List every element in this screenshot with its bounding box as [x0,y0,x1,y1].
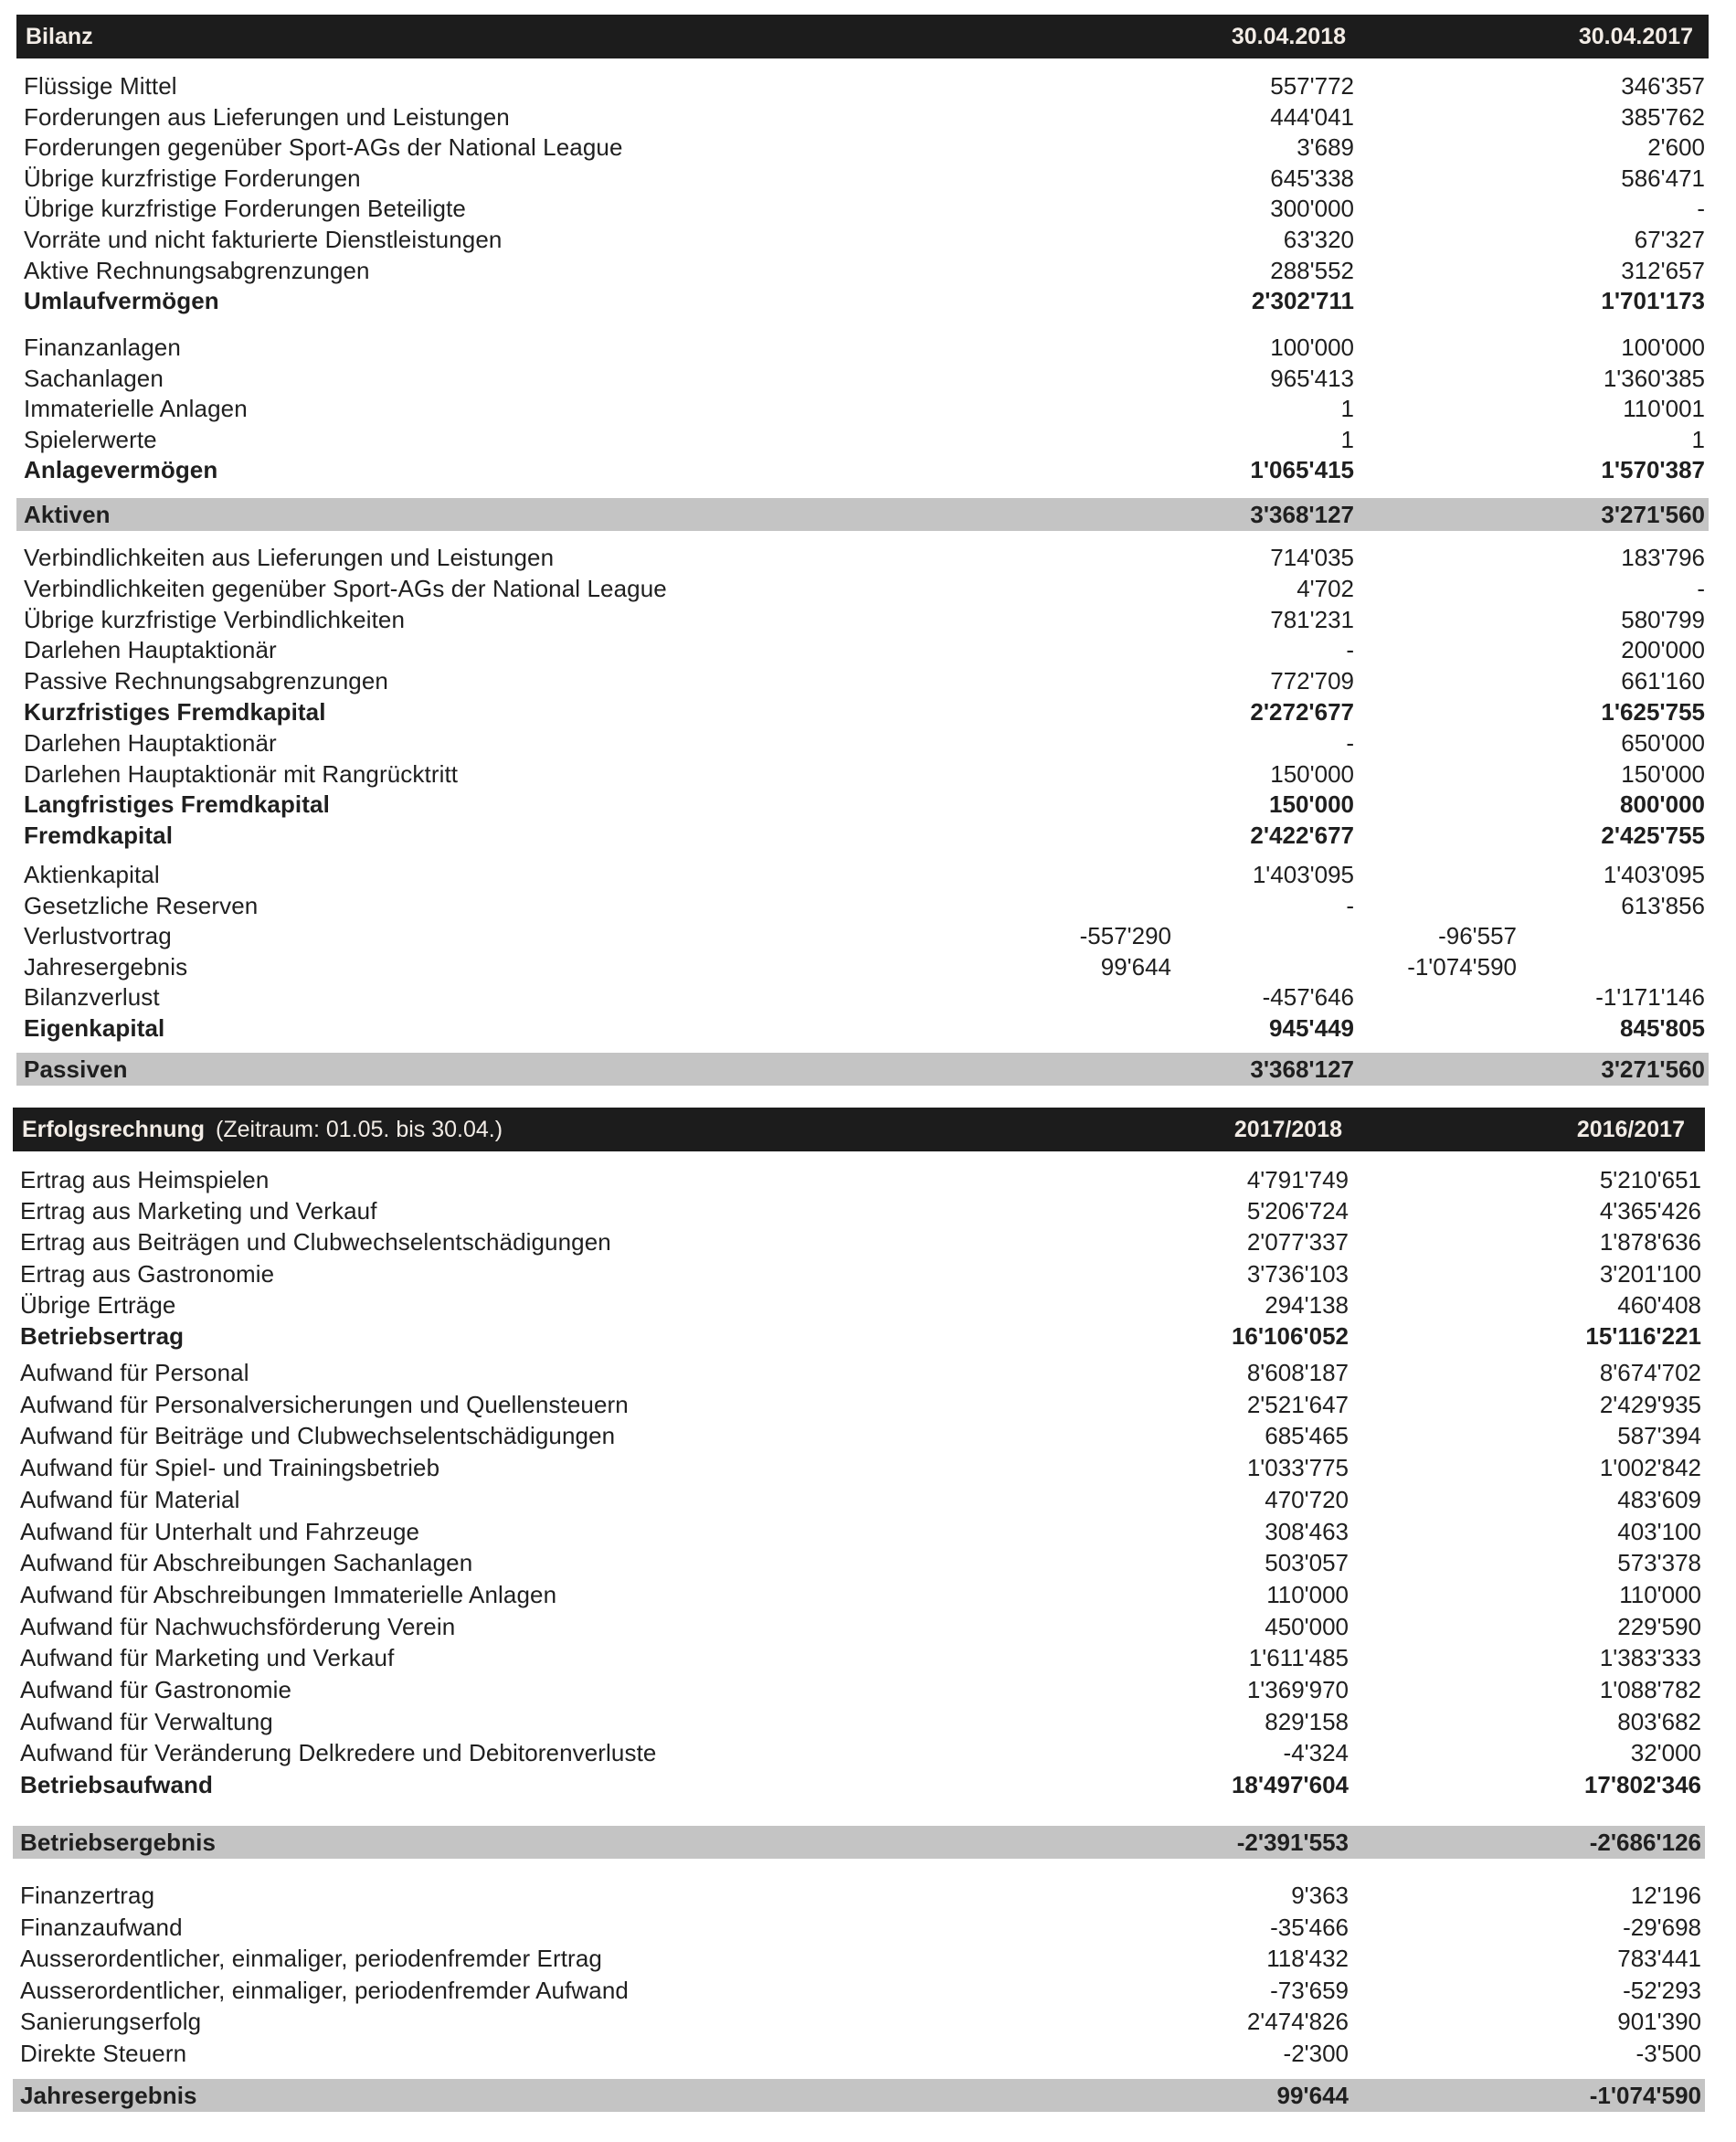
value-v1: 1'611'485 [1248,1644,1349,1672]
value-v2: -1'171'146 [1595,983,1705,1012]
value-v2: -3'500 [1635,2039,1701,2067]
value-v2: 901'390 [1617,2008,1701,2035]
table-row [16,574,1709,604]
value-v1: 63'320 [1283,226,1354,253]
table-row [13,1517,1705,1547]
value-s2: -1'074'590 [1407,952,1517,981]
table-row [13,1390,1705,1420]
value-v1: 714'035 [1270,544,1354,571]
row-label: Umlaufvermögen [24,287,219,315]
row-label: Aufwand für Veränderung Delkredere und Debitorenverluste [20,1739,657,1767]
row-label: Aufwand für Abschreibungen Sachanlagen [20,1549,473,1577]
row-label: Ertrag aus Marketing und Verkauf [20,1197,377,1225]
value-v1: 3'368'127 [1250,501,1354,528]
row-label: Ertrag aus Beiträgen und Clubwechselentschädigungen [20,1228,611,1257]
table-row [13,1358,1705,1388]
row-label: Sachanlagen [24,364,164,392]
bilanz-header [16,15,1709,58]
value-v2: 12'196 [1630,1882,1701,1909]
value-v2: -52'293 [1623,1976,1701,2004]
value-v1: 781'231 [1270,605,1354,633]
table-row [13,1738,1705,1768]
table-row [13,1913,1705,1943]
table-row [13,1707,1705,1737]
table-row [13,1227,1705,1257]
value-v2: 2'429'935 [1599,1390,1701,1418]
table-row [16,364,1709,394]
table-row [16,635,1709,665]
row-label: Übrige kurzfristige Verbindlichkeiten [24,605,406,633]
value-v1: -457'646 [1262,983,1354,1012]
value-v2: 613'856 [1621,891,1705,919]
row-label: Betriebsaufwand [20,1771,213,1799]
row-label: Finanzertrag [20,1882,155,1909]
value-v1: 150'000 [1270,759,1354,788]
value-v2: -1'074'590 [1589,2082,1701,2109]
row-label: Aufwand für Beiträge und Clubwechselentschädigungen [20,1422,616,1450]
value-v2: 1'088'782 [1599,1676,1701,1703]
value-v1: 3'689 [1297,133,1354,162]
table-row [16,164,1709,194]
value-v2: 403'100 [1617,1517,1701,1545]
row-label: Anlagevermögen [24,456,218,484]
subtotal-row [16,821,1709,851]
value-v1: 4'791'749 [1246,1166,1349,1193]
table-row [16,921,1709,951]
table-row [16,71,1709,101]
row-label: Aufwand für Marketing und Verkauf [20,1644,395,1672]
erfolgsrechnung-title: Erfolgsrechnung [22,1117,206,1142]
value-v1: 5'206'724 [1246,1197,1349,1225]
value-v2: 845'805 [1620,1014,1705,1042]
table-row [13,2039,1705,2069]
value-v1: 99'644 [1276,2082,1349,2109]
table-row [13,1548,1705,1578]
value-v1: 444'041 [1270,102,1354,131]
value-v2: 587'394 [1617,1422,1701,1450]
value-v2: 1'701'173 [1601,287,1705,315]
row-label: Darlehen Hauptaktionär mit Rangrücktritt [24,759,459,788]
table-row [13,1944,1705,1974]
table-row [16,425,1709,455]
value-v1: - [1346,636,1354,664]
table-row [13,1643,1705,1673]
value-v1: - [1346,891,1354,919]
value-v2: 200'000 [1621,636,1705,664]
value-v1: -2'300 [1283,2039,1349,2067]
value-v2: 67'327 [1634,226,1705,253]
value-v2: 460'408 [1617,1290,1701,1319]
row-label: Aufwand für Verwaltung [20,1707,273,1735]
erfolgsrechnung-header [13,1108,1705,1151]
value-v1: 829'158 [1265,1707,1349,1735]
value-v1: 18'497'604 [1231,1771,1349,1799]
table-row [13,2007,1705,2037]
row-label: Ertrag aus Gastronomie [20,1259,275,1288]
row-label: Finanzanlagen [24,334,181,361]
row-label: Darlehen Hauptaktionär [24,728,277,757]
table-row [16,394,1709,424]
row-label: Aufwand für Gastronomie [20,1676,292,1703]
value-v2: 32'000 [1630,1739,1701,1767]
total-row [16,1053,1709,1086]
row-label: Spielerwerte [24,425,157,453]
table-row [16,194,1709,224]
total-row [16,498,1709,531]
value-v1: -73'659 [1270,1976,1349,2004]
table-row [16,759,1709,790]
value-v1: 645'338 [1270,164,1354,192]
row-label: Darlehen Hauptaktionär [24,636,277,664]
value-v1: 294'138 [1265,1290,1349,1319]
table-row [13,1196,1705,1226]
value-v2: 110'000 [1619,1580,1701,1608]
value-v1: 1'065'415 [1250,456,1354,484]
value-v1: 772'709 [1270,667,1354,695]
value-v1: 685'465 [1265,1422,1349,1450]
row-label: Gesetzliche Reserven [24,891,259,919]
value-v2: 800'000 [1620,790,1705,819]
row-label: Aktienkapital [24,861,160,888]
erfolgsrechnung-subtitle: (Zeitraum: 01.05. bis 30.04.) [216,1117,503,1142]
value-s1: -557'290 [1079,922,1171,950]
value-v1: 4'702 [1297,574,1354,602]
total-row [13,2079,1705,2112]
row-label: Kurzfristiges Fremdkapital [24,698,326,726]
row-label: Sanierungserfolg [20,2008,202,2035]
value-v1: 9'363 [1291,1882,1349,1909]
total-row [13,1826,1705,1859]
value-v2: 650'000 [1621,728,1705,757]
bilanz-col2-header: 30.04.2017 [1578,24,1693,49]
value-v2: 661'160 [1621,667,1705,695]
value-v2: 183'796 [1621,544,1705,571]
value-v1: 2'302'711 [1251,287,1354,315]
table-row [13,1453,1705,1483]
table-row [13,1881,1705,1911]
value-v1: 965'413 [1270,364,1354,392]
table-row [13,1485,1705,1515]
value-v1: 118'432 [1266,1945,1349,1972]
row-label: Übrige kurzfristige Forderungen [24,164,361,192]
row-label: Forderungen aus Lieferungen und Leistungen [24,102,510,131]
table-row [13,1290,1705,1320]
value-v1: 2'521'647 [1246,1390,1349,1418]
bilanz-title: Bilanz [26,24,93,49]
value-v2: 150'000 [1621,759,1705,788]
table-row [13,1421,1705,1451]
value-v2: 17'802'346 [1583,1771,1701,1799]
row-label: Passiven [24,1055,128,1083]
table-row [13,1976,1705,2006]
erfolgsrechnung-col2-header: 2016/2017 [1576,1117,1685,1142]
value-v1: 3'368'127 [1250,1055,1354,1083]
table-row [16,225,1709,255]
value-v1: 2'474'826 [1246,2008,1349,2035]
table-row [16,133,1709,163]
value-v2: 346'357 [1621,72,1705,100]
value-v1: -4'324 [1283,1739,1349,1767]
value-v2: 1 [1691,425,1705,453]
value-v2: 1'625'755 [1601,698,1705,726]
value-v1: 8'608'187 [1246,1359,1349,1386]
value-v1: 1 [1340,425,1354,453]
value-v1: 110'000 [1266,1580,1349,1608]
row-label: Ausserordentlicher, einmaliger, periodenfremder Aufwand [20,1976,629,2004]
value-v2: -2'686'126 [1589,1829,1701,1856]
erfolgsrechnung-col1-header: 2017/2018 [1233,1117,1342,1142]
value-v2: 1'878'636 [1599,1228,1701,1257]
row-label: Immaterielle Anlagen [24,395,248,423]
value-v2: 110'001 [1623,395,1705,423]
subtotal-row [16,697,1709,727]
bilanz-col1-header: 30.04.2018 [1231,24,1346,49]
row-label: Forderungen gegenüber Sport-AGs der National League [24,133,623,162]
row-label: Aufwand für Personal [20,1359,249,1386]
row-label: Fremdkapital [24,822,174,850]
table-row [16,952,1709,982]
value-v2: 3'271'560 [1601,501,1705,528]
table-row [13,1612,1705,1642]
row-label: Aufwand für Unterhalt und Fahrzeuge [20,1517,420,1545]
value-v2: 573'378 [1617,1549,1701,1577]
value-v1: 503'057 [1265,1549,1349,1577]
value-v1: 1'369'970 [1246,1676,1349,1703]
row-label: Jahresergebnis [24,952,188,981]
subtotal-row [13,1770,1705,1800]
value-v2: 2'425'755 [1601,822,1705,850]
row-label: Verbindlichkeiten gegenüber Sport-AGs der National League [24,574,667,602]
row-label: Verbindlichkeiten aus Lieferungen und Leistungen [24,544,555,571]
value-v2: 483'609 [1617,1485,1701,1513]
value-v1: 2'422'677 [1250,822,1354,850]
value-s2: -96'557 [1438,922,1517,950]
value-v2: 8'674'702 [1599,1359,1701,1386]
value-v1: 450'000 [1265,1612,1349,1640]
value-v1: 288'552 [1270,256,1354,284]
table-row [16,102,1709,133]
value-v2: 1'360'385 [1603,364,1705,392]
row-label: Bilanzverlust [24,983,160,1012]
row-label: Verlustvortrag [24,922,172,950]
table-row [16,891,1709,921]
value-v2: - [1697,195,1705,223]
row-label: Aktiven [24,501,111,528]
value-v2: 5'210'651 [1599,1166,1701,1193]
row-label: Langfristiges Fremdkapital [24,790,330,819]
value-v1: 100'000 [1270,334,1354,361]
value-v2: 385'762 [1621,102,1705,131]
value-v2: 1'403'095 [1603,861,1705,888]
row-label: Aufwand für Nachwuchsförderung Verein [20,1612,456,1640]
table-row [16,728,1709,758]
row-label: Aufwand für Abschreibungen Immaterielle Anlagen [20,1580,557,1608]
subtotal-row [16,286,1709,316]
row-label: Ausserordentlicher, einmaliger, periodenfremder Ertrag [20,1945,602,1972]
table-row [13,1259,1705,1289]
value-v1: 1 [1340,395,1354,423]
table-row [16,605,1709,635]
value-v1: -2'391'553 [1236,1829,1349,1856]
value-v2: 586'471 [1621,164,1705,192]
table-row [16,860,1709,890]
value-v1: 308'463 [1265,1517,1349,1545]
row-label: Übrige kurzfristige Forderungen Beteiligte [24,195,466,223]
value-v2: 1'002'842 [1599,1454,1701,1482]
value-v2: 803'682 [1617,1707,1701,1735]
value-v2: 4'365'426 [1599,1197,1701,1225]
value-s1: 99'644 [1100,952,1171,981]
row-label: Betriebsertrag [20,1322,185,1350]
value-v2: 3'271'560 [1601,1055,1705,1083]
table-row [16,543,1709,573]
subtotal-row [16,1013,1709,1044]
table-row [16,666,1709,696]
row-label: Aufwand für Personalversicherungen und Quellensteuern [20,1390,629,1418]
value-v2: 312'657 [1621,256,1705,284]
value-v1: 16'106'052 [1231,1322,1349,1350]
row-label: Flüssige Mittel [24,72,177,100]
value-v1: 3'736'103 [1246,1259,1349,1288]
value-v1: 1'033'775 [1246,1454,1349,1482]
table-row [16,256,1709,286]
value-v1: 945'449 [1269,1014,1354,1042]
table-row [13,1675,1705,1705]
value-v1: -35'466 [1270,1913,1349,1941]
value-v2: 2'600 [1647,133,1705,162]
row-label: Finanzaufwand [20,1913,183,1941]
value-v2: 1'383'333 [1599,1644,1701,1672]
row-label: Ertrag aus Heimspielen [20,1166,270,1193]
value-v2: 15'116'221 [1585,1322,1701,1350]
row-label: Übrige Erträge [20,1290,176,1319]
value-v1: 150'000 [1269,790,1354,819]
row-label: Direkte Steuern [20,2039,187,2067]
value-v2: 1'570'387 [1601,456,1705,484]
value-v1: 300'000 [1270,195,1354,223]
value-v2: - [1697,574,1705,602]
subtotal-row [16,455,1709,485]
value-v1: - [1346,728,1354,757]
row-label: Eigenkapital [24,1014,165,1042]
row-label: Jahresergebnis [20,2082,197,2109]
value-v1: 2'272'677 [1250,698,1354,726]
value-v1: 1'403'095 [1252,861,1354,888]
subtotal-row [13,1321,1705,1352]
value-v1: 557'772 [1270,72,1354,100]
value-v2: 580'799 [1621,605,1705,633]
table-row [16,982,1709,1013]
table-row [16,333,1709,363]
table-row [13,1580,1705,1610]
value-v2: 783'441 [1617,1945,1701,1972]
value-v2: -29'698 [1623,1913,1701,1941]
row-label: Aktive Rechnungsabgrenzungen [24,256,370,284]
row-label: Aufwand für Material [20,1485,240,1513]
row-label: Betriebsergebnis [20,1829,217,1856]
row-label: Vorräte und nicht fakturierte Dienstleistungen [24,226,503,253]
value-v2: 3'201'100 [1599,1259,1701,1288]
value-v1: 2'077'337 [1246,1228,1349,1257]
subtotal-row [16,790,1709,820]
value-v2: 229'590 [1617,1612,1701,1640]
table-row [13,1165,1705,1195]
row-label: Passive Rechnungsabgrenzungen [24,667,388,695]
value-v1: 470'720 [1265,1485,1349,1513]
row-label: Aufwand für Spiel- und Trainingsbetrieb [20,1454,440,1482]
value-v2: 100'000 [1621,334,1705,361]
